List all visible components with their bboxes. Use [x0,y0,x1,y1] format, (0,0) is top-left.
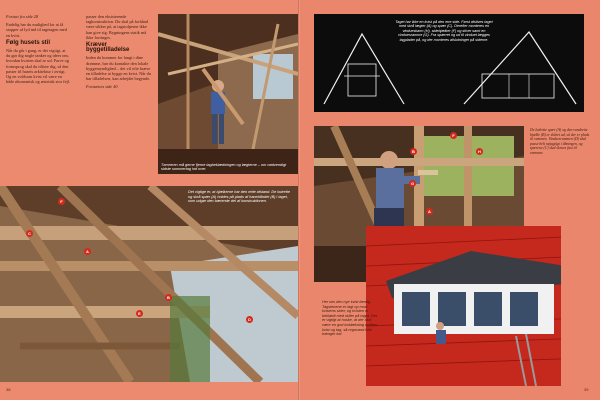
text-column-2 [86,14,152,93]
side-caption: De lodrette spær (A) og den vandrette bjælke (B) er skåret ud, så der er plads til rammen. Vinduesrammen (D) skal passe helt nøjagtigt i åbningen, og spærene (C) skal skrues fast til rammen. [530,128,590,155]
section-heading: Kræver byggetilladelse [86,42,130,54]
attic-photo-bottom [0,186,298,382]
bottom-photo-caption: Det vigtige er, at bjælkerne har den rette afstand. De lodrette og skrå spær (A) holdes på plads af hanebåndet (B) i taget, som udgør den bærende del af konstruktionen. [188,190,290,204]
marker-h: H [476,148,483,155]
page-number-left: 38 [6,387,11,392]
marker-b: B [165,294,172,301]
marker-e: E [136,310,143,317]
dormer-diagram [314,14,584,112]
body-paragraph: passer den eksisterende tagkonstruktion. Du skal på forhånd være sikker på, at tagstolperne ikke kan give sig. Bygningens statik må ikke forringes. [86,14,148,40]
bottom-caption: Her ses den nye kvist færdig. Tagstenene er lagt op mod kvistens sider, og kvisten er beklædt med skifer på taget. Det er vigtigt at huske, at der skal være en god inddækning mellem kvist og tag, så regnvand ikke trænger ind. [322,300,378,337]
kicker: Fortsat fra side 28 [6,14,39,19]
marker-c: C [26,230,33,237]
page-number-right: 39 [584,387,589,392]
attic-photo-graphic [158,14,298,174]
top-photo-caption: Tømreren må gerne fjerne tagbeklædningen og lægterne – om nødvendigt sidste sommertag ind over. [161,162,287,172]
text-column-1 [6,14,70,87]
continued-note: Fortsættes side 40 [86,84,118,90]
attic-photo-top [158,14,298,174]
marker-f: F [450,132,457,139]
marker-a: A [426,208,433,215]
intro-paragraph: Endelig har du mulighed for at få stopper af lyd ind til tagetagen med en kvist. [6,22,67,38]
section-heading: Følg husets stil [6,39,51,46]
marker-b: B [410,148,417,155]
right-page [300,0,600,400]
finished-dormer-photo [366,226,586,386]
marker-a: A [84,248,91,255]
diagram-caption: Taget har ikke en kvist på den ene side. Først afstives taget med skrå lægter (A) og spær (C). Derefter monteres en vindueskarm (H), sidebjælker (F) og stiver samt en vinduesramme (G). Fra spærret og ud til vinduet lægges tagplader på, og der monteres afslutninger på siderne. [395,20,493,42]
body-paragraph: Inden du kommer for langt i dine drømme, bør du kontakte den lokale byggemyndighed – det vil ofte kræve en tilladelse at bygge en kvist. Når du har tilladelsen, kan arbejdet begynde. [86,55,151,82]
rafters-photo-graphic [0,186,298,382]
marker-f: F [58,198,65,205]
marker-g: G [410,181,415,186]
marker-d: D [246,316,253,323]
body-paragraph: Når du går i gang, er det vigtigt, at du gør dig nogle tanker og ideer om, hvordan kvisten skal se ud. Farve og formsprog skal du tilføre dig, så den passer til husets arkitektur i øvrigt. Og en voldsom kvist vil være en både økonomisk og æstetisk stor fejl. [6,48,70,85]
finished-dormer-graphic [366,226,586,386]
